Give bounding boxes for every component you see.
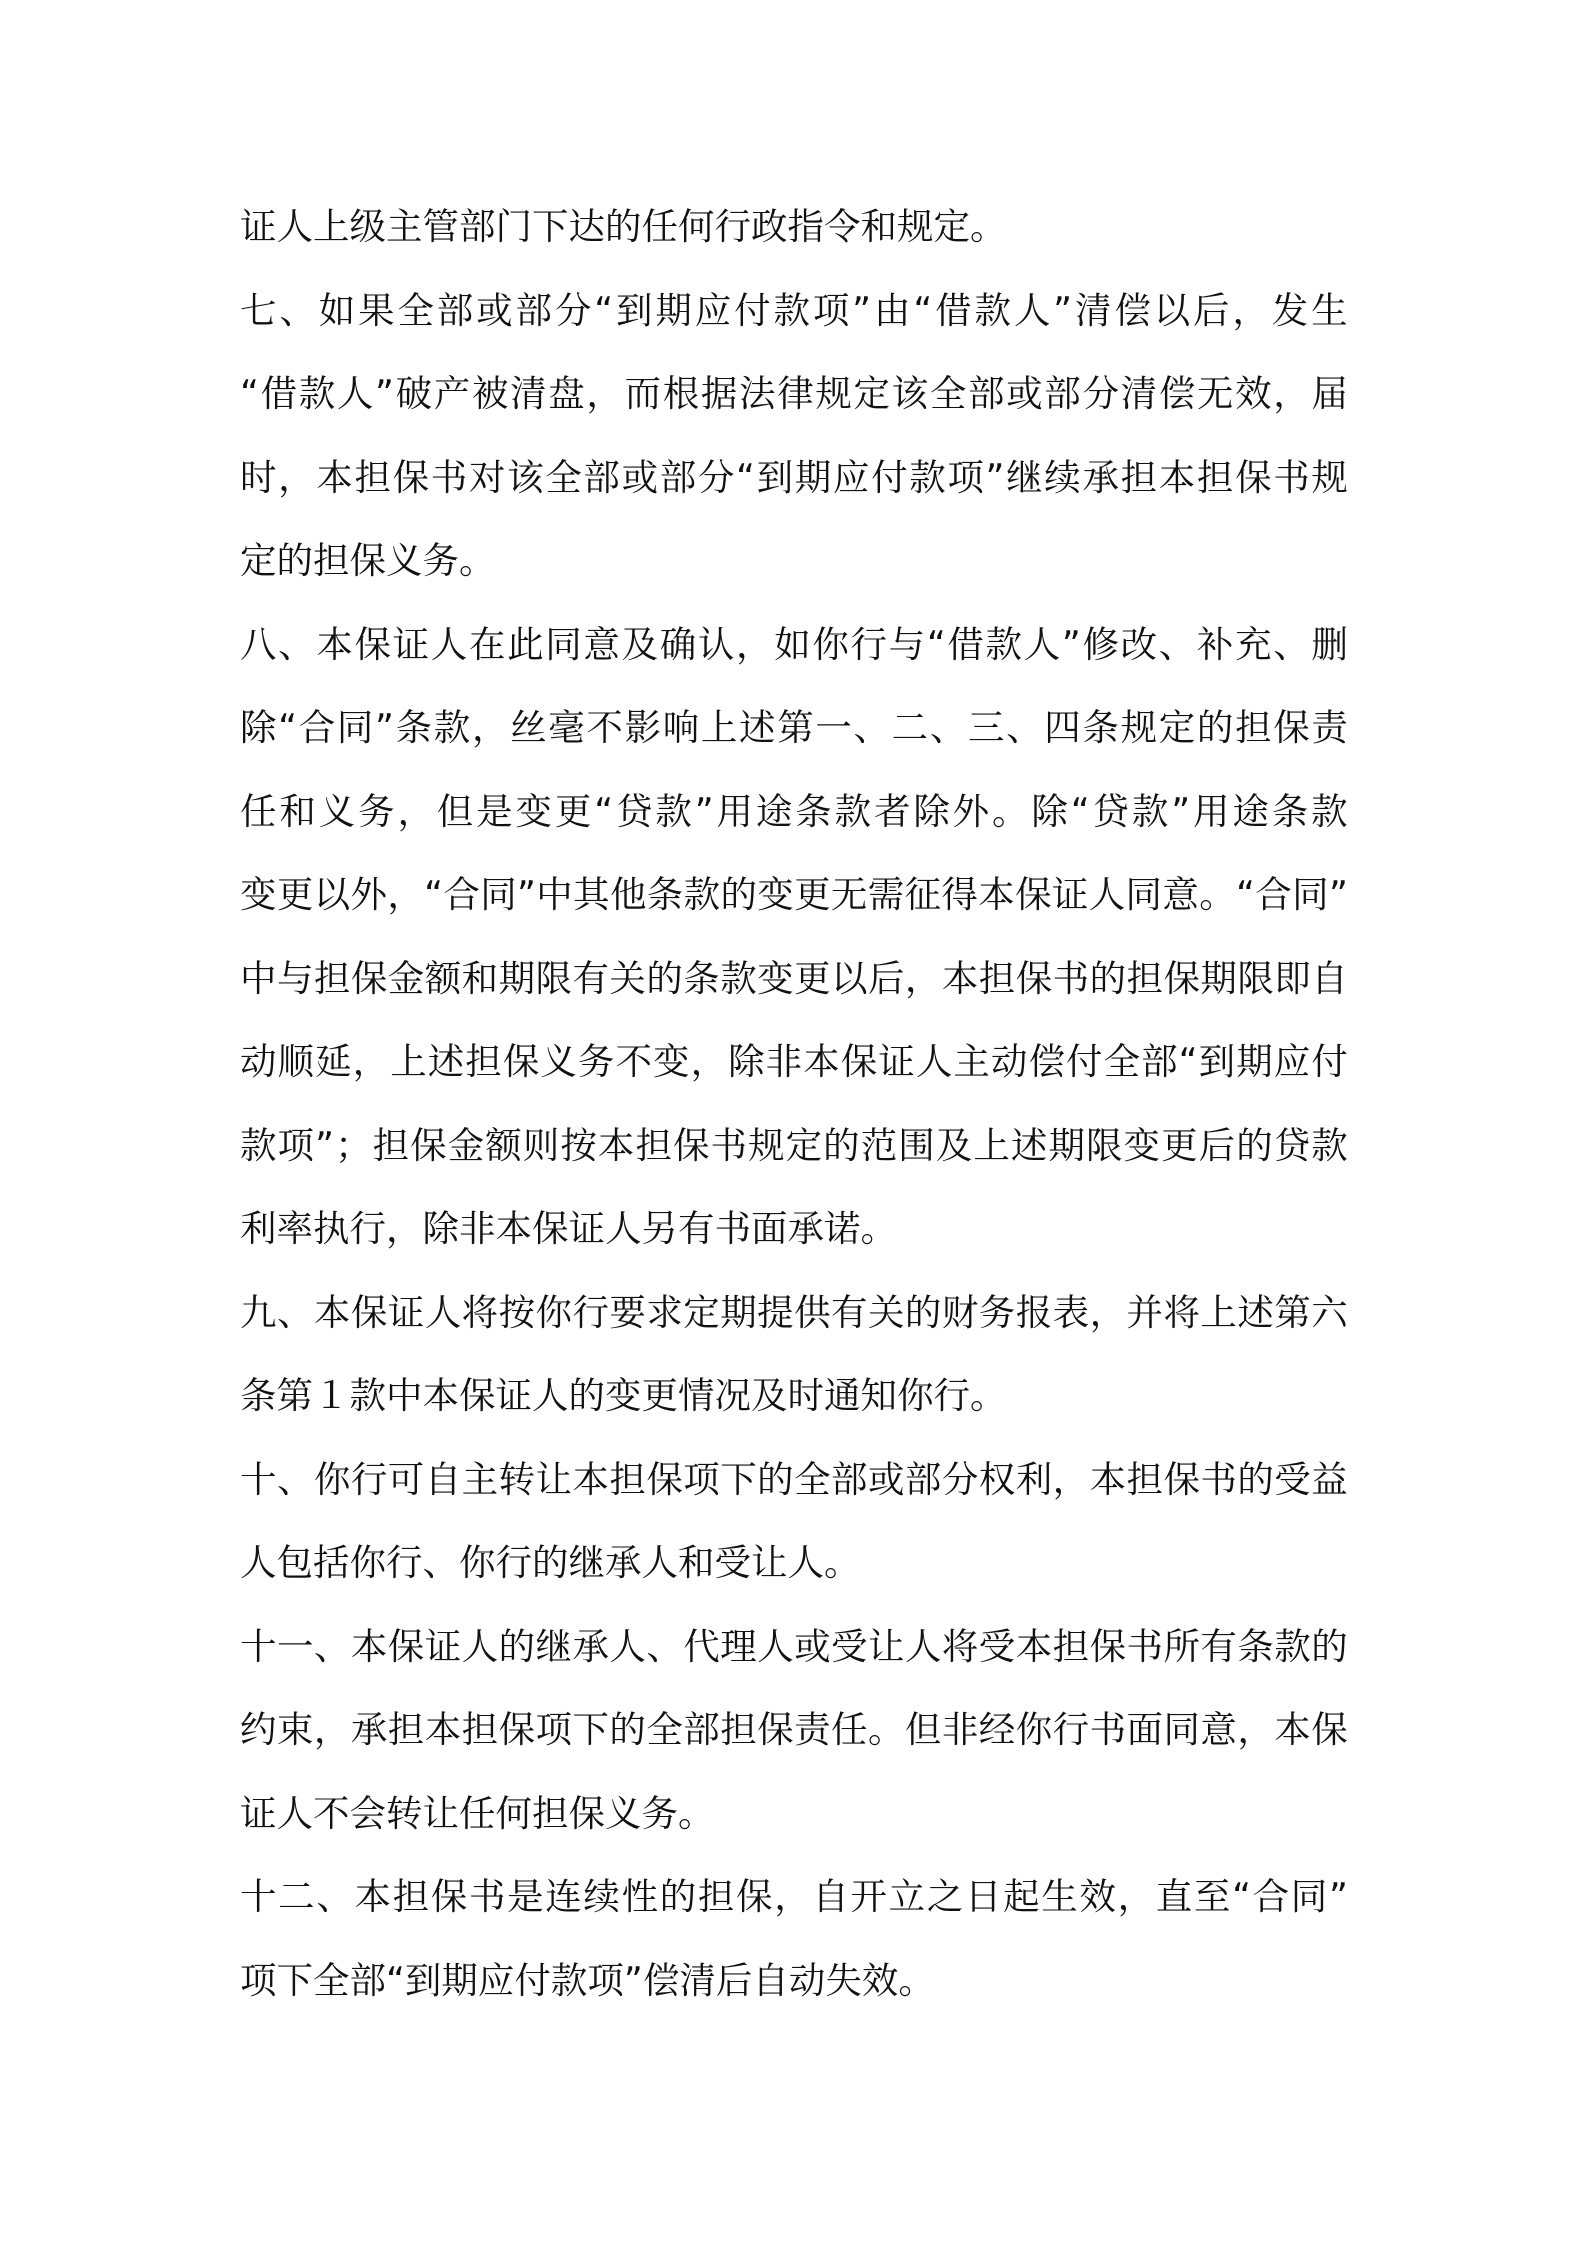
text-line: 十 一 、 本 保 证 人 的 继 承 人 、 代 理 人 或 受 让 人 将 受 本 担 保 书 所 有 条 款 的 [240,1624,1348,1668]
text-line: “ 借 款 人 ” 破 产 被 清 盘 ， 而 根 据 法 律 规 定 该 全 部 或 部 分 清 偿 无 效 ， 届 [240,372,1348,415]
text-line: 利率执行，除非本保证人另有书面承诺。 [240,1207,897,1250]
text-line: 九 、 本 保 证 人 将 按 你 行 要 求 定 期 提 供 有 关 的 财 务 报 表 ， 并 将 上 述 第 六 [240,1290,1348,1334]
text-line: 款 项 ” ； 担 保 金 额 则 按 本 担 保 书 规 定 的 范 围 及 上 述 期 限 变 更 后 的 贷 款 [240,1123,1348,1167]
text-line: 时 ， 本 担 保 书 对 该 全 部 或 部 分 “ 到 期 应 付 款 项 ” 继 续 承 担 本 担 保 书 规 [240,455,1348,499]
text-line: 任 和 义 务 ， 但 是 变 更 “ 贷 款 ” 用 途 条 款 者 除 外 。 除 “ 贷 款 ” 用 途 条 款 [240,789,1348,833]
text-line: 十 二 、 本 担 保 书 是 连 续 性 的 担 保 ， 自 开 立 之 日 起 生 效 ， 直 至 “ 合 同 ” [240,1875,1348,1918]
text-line: 七 、 如 果 全 部 或 部 分 “ 到 期 应 付 款 项 ” 由 “ 借 款 人 ” 清 偿 以 后 ， 发 生 [240,288,1348,332]
text-line: 约 束 ， 承 担 本 担 保 项 下 的 全 部 担 保 责 任 。 但 非 经 你 行 书 面 同 意 ， 本 保 [240,1708,1348,1751]
text-line: 人包括你行、你行的继承人和受让人。 [240,1541,861,1584]
document-body [240,200,1348,2037]
text-line: 八 、 本 保 证 人 在 此 同 意 及 确 认 ， 如 你 行 与 “ 借 款 人 ” 修 改 、 补 充 、 删 [240,622,1348,666]
text-line: 十 、 你 行 可 自 主 转 让 本 担 保 项 下 的 全 部 或 部 分 权 利 ， 本 担 保 书 的 受 益 [240,1457,1348,1501]
text-line: 项下全部“到期应付款项”偿清后自动失效。 [240,1958,935,2002]
text-line: 变 更 以 外 ， “ 合 同 ” 中 其 他 条 款 的 变 更 无 需 征 得 本 保 证 人 同 意 。 “ 合 同 ” [240,873,1348,916]
text-line: 条第１款中本保证人的变更情况及时通知你行。 [240,1374,1007,1417]
text-line: 中 与 担 保 金 额 和 期 限 有 关 的 条 款 变 更 以 后 ， 本 担 保 书 的 担 保 期 限 即 自 [240,956,1348,1000]
text-line: 动 顺 延 ， 上 述 担 保 义 务 不 变 ， 除 非 本 保 证 人 主 动 偿 付 全 部 “ 到 期 应 付 [240,1040,1348,1083]
text-line: 除 “ 合 同 ” 条 款 ， 丝 毫 不 影 响 上 述 第 一 、 二 、 三 、 四 条 规 定 的 担 保 责 [240,706,1348,749]
text-line: 证人不会转让任何担保义务。 [240,1791,715,1835]
text-line: 证人上级主管部门下达的任何行政指令和规定。 [240,205,1007,248]
text-line: 定的担保义务。 [240,539,496,582]
